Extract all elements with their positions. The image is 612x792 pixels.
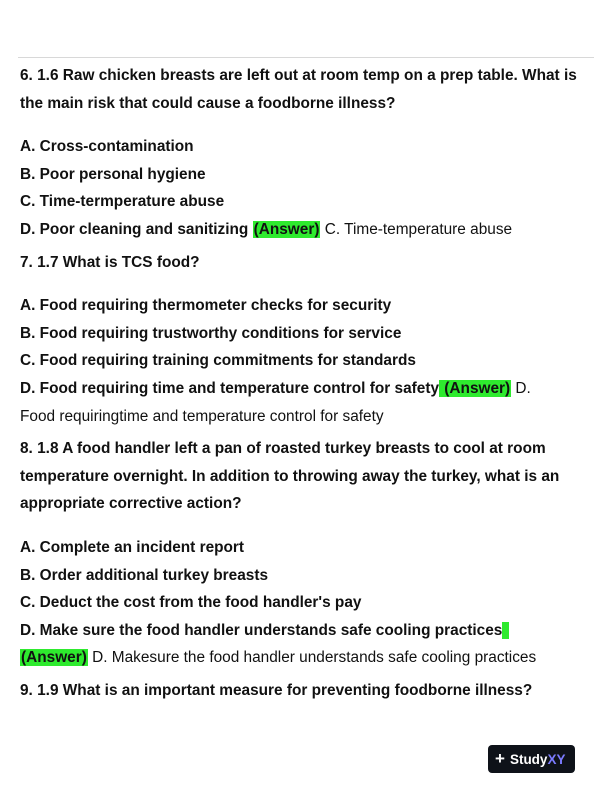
plus-icon: + [495,749,505,768]
question-7-option-a: A. Food requiring thermometer checks for security [20,297,392,315]
question-6-option-c: C. Time-termperature abuse [20,193,225,211]
question-7-option-b: B. Food requiring trustworthy conditions for service [20,324,402,342]
brand-name-part-2: XY [547,751,566,767]
question-7-line-1: 7. 1.7 What is TCS food? [20,253,200,271]
question-8-answer-row [20,644,598,672]
question-8-line-2: temperature overnight. In addition to throwing away the turkey, what is an [20,467,560,485]
answer-highlight: (Answer) [253,220,320,238]
question-6 [20,62,598,244]
question-8-line-1: 8. 1.8 A food handler left a pan of roasted turkey breasts to cool at room [20,440,546,458]
question-8-line-3: appropriate corrective action? [20,495,242,513]
question-7-option-c: C. Food requiring training commitments for standards [20,352,416,370]
question-6-option-d: D. Poor cleaning and sanitizing [20,220,253,238]
question-6-option-b: B. Poor personal hygiene [20,165,206,183]
question-6-answer-text: C. Time-temperature abuse [320,220,513,238]
question-6-line-1: 6. 1.6 Raw chicken breasts are left out at room temp on a prep table. What is [20,67,577,84]
question-9 [20,677,598,705]
question-9-line-1: 9. 1.9 What is an important measure for preventing foodborne illness? [20,681,533,699]
question-7 [20,249,598,431]
question-8 [20,435,598,672]
question-6-option-a: A. Cross-contamination [20,138,194,156]
question-6-option-d-row [20,216,598,244]
question-6-line-2: the main risk that could cause a foodborne illness? [20,94,396,112]
question-8-option-b: B. Order additional turkey breasts [20,566,269,584]
studyxy-badge[interactable] [488,745,575,773]
answer-highlight-stub [502,622,508,639]
question-7-option-d: D. Food requiring time and temperature control for safety [20,379,440,397]
question-8-option-d-text: D. Make sure the food handler understands safe cooling practices [20,621,503,639]
question-7-answer-text-1: D. [511,379,531,397]
brand-name-part-1: Study [509,751,548,767]
question-8-option-a: A. Complete an incident report [20,538,245,556]
header-divider [18,57,594,58]
document-body [20,62,598,704]
question-7-answer-text-2: Food requiringtime and temperature control for safety [20,407,384,425]
question-7-option-d-row [20,375,598,403]
answer-highlight: (Answer) [440,379,511,397]
answer-highlight: (Answer) [21,649,87,667]
question-8-option-d [20,617,598,645]
question-8-option-c: C. Deduct the cost from the food handler's pay [20,594,362,612]
question-8-answer-text: D. Makesure the food handler understands safe cooling practices [87,649,537,667]
